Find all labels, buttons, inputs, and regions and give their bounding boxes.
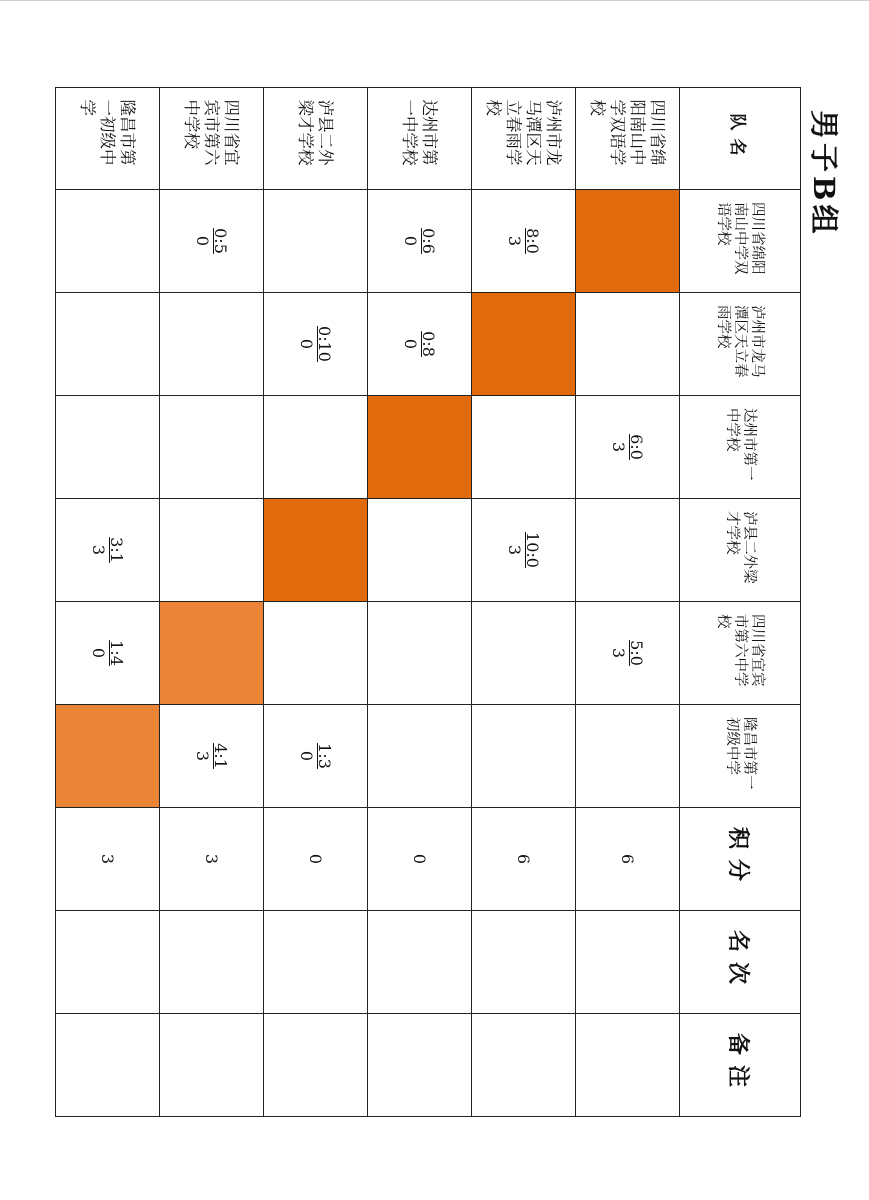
match-result-cell — [368, 190, 472, 293]
game-score: 0:10 — [315, 326, 335, 362]
points-cell — [160, 808, 264, 911]
match-result-cell — [160, 499, 264, 602]
total-points: 6 — [514, 853, 533, 865]
match-result-cell — [576, 396, 680, 499]
team-name: 四川省宜宾市第六中学校 — [182, 99, 242, 166]
header-opponent-1 — [680, 190, 801, 293]
match-result-cell — [264, 396, 368, 499]
match-result-cell — [368, 293, 472, 396]
match-points: 0 — [401, 235, 421, 247]
header-team-label: 队名 — [727, 113, 748, 164]
team-row — [56, 88, 160, 1117]
game-score: 0:6 — [419, 228, 439, 254]
total-points: 6 — [618, 853, 637, 865]
total-points: 0 — [306, 853, 325, 865]
match-result-cell — [264, 705, 368, 808]
opponent-name: 达州市第一中学校 — [724, 408, 757, 481]
points-cell — [368, 808, 472, 911]
header-opponent-6 — [680, 705, 801, 808]
team-name: 泸县二外梁才学校 — [296, 99, 336, 166]
self-match-cell — [576, 190, 680, 293]
match-score — [298, 326, 334, 362]
match-score — [298, 743, 334, 769]
match-score — [194, 228, 230, 254]
opponent-name: 泸州市龙马潭区天立春雨学校 — [715, 305, 766, 378]
match-result-cell — [56, 396, 160, 499]
points-cell — [576, 808, 680, 911]
game-score: 5:0 — [627, 640, 647, 666]
match-result-cell — [472, 396, 576, 499]
rank-cell — [368, 911, 472, 1014]
match-result-cell — [160, 396, 264, 499]
match-score — [90, 640, 126, 666]
header-row — [680, 88, 801, 1117]
opponent-name: 四川省宜宾市第六中学校 — [715, 614, 766, 687]
header-opponent-2 — [680, 293, 801, 396]
match-result-cell — [56, 602, 160, 705]
game-score: 8:0 — [523, 228, 543, 254]
self-match-cell — [368, 396, 472, 499]
game-score: 1:3 — [315, 743, 335, 769]
match-points: 0 — [193, 235, 213, 247]
header-rank-label: 名次 — [725, 929, 752, 994]
match-points: 3 — [193, 750, 213, 762]
team-name-cell — [160, 88, 264, 190]
match-score — [402, 331, 438, 357]
header-opponent-4 — [680, 499, 801, 602]
self-match-cell — [472, 293, 576, 396]
match-result-cell — [576, 602, 680, 705]
match-result-cell — [264, 602, 368, 705]
rank-cell — [576, 911, 680, 1014]
team-name: 隆昌市第一初级中学 — [78, 99, 138, 166]
group-title: 男子B组 — [807, 110, 841, 238]
game-score: 0:5 — [211, 228, 231, 254]
match-score — [610, 434, 646, 460]
game-score: 1:4 — [107, 640, 127, 666]
team-name-cell — [264, 88, 368, 190]
header-remarks-cell — [680, 1014, 801, 1117]
team-name: 泸州市龙马潭区天立春雨学校 — [484, 99, 564, 166]
remarks-cell — [576, 1014, 680, 1117]
match-score — [402, 228, 438, 254]
total-points: 0 — [410, 853, 429, 865]
team-name-cell — [56, 88, 160, 190]
self-match-cell — [56, 705, 160, 808]
match-score — [506, 228, 542, 254]
header-opponent-3 — [680, 396, 801, 499]
match-points: 3 — [89, 544, 109, 556]
game-score: 4:1 — [211, 743, 231, 769]
standings-table — [55, 87, 801, 1117]
opponent-name: 隆昌市第一初级中学 — [724, 717, 757, 790]
game-score: 10:0 — [523, 532, 543, 568]
match-points: 3 — [609, 647, 629, 659]
match-result-cell — [576, 499, 680, 602]
header-rank-cell — [680, 911, 801, 1014]
match-result-cell — [160, 190, 264, 293]
total-points: 3 — [202, 853, 221, 865]
opponent-name: 四川省绵阳南山中学双语学校 — [715, 202, 766, 275]
team-name: 四川省绵阳南山中学双语学校 — [588, 99, 668, 166]
header-points-label: 积分 — [725, 826, 752, 891]
points-cell — [264, 808, 368, 911]
match-points: 0 — [401, 338, 421, 350]
match-result-cell — [56, 293, 160, 396]
match-points: 0 — [297, 750, 317, 762]
match-result-cell — [472, 499, 576, 602]
match-result-cell — [56, 499, 160, 602]
total-points: 3 — [98, 853, 117, 865]
points-cell — [472, 808, 576, 911]
match-points: 3 — [505, 544, 525, 556]
team-row — [368, 88, 472, 1117]
match-score — [90, 537, 126, 563]
header-remarks-label: 备注 — [725, 1032, 752, 1097]
match-points: 0 — [89, 647, 109, 659]
game-score: 3:1 — [107, 537, 127, 563]
self-match-cell — [160, 602, 264, 705]
header-team-cell — [680, 88, 801, 190]
match-result-cell — [576, 293, 680, 396]
header-points-cell — [680, 808, 801, 911]
header-opponent-5 — [680, 602, 801, 705]
match-points: 3 — [609, 441, 629, 453]
match-points: 0 — [297, 338, 317, 350]
team-name-cell — [368, 88, 472, 190]
rank-cell — [160, 911, 264, 1014]
team-name-cell — [472, 88, 576, 190]
team-name: 达州市第一中学校 — [400, 99, 440, 166]
match-result-cell — [368, 602, 472, 705]
opponent-name: 泸县二外梁才学校 — [724, 511, 757, 584]
self-match-cell — [264, 499, 368, 602]
match-result-cell — [472, 190, 576, 293]
game-score: 0:8 — [419, 331, 439, 357]
match-score — [610, 640, 646, 666]
game-score: 6:0 — [627, 434, 647, 460]
remarks-cell — [264, 1014, 368, 1117]
rank-cell — [264, 911, 368, 1014]
match-result-cell — [160, 293, 264, 396]
points-cell — [56, 808, 160, 911]
rank-cell — [56, 911, 160, 1014]
match-result-cell — [160, 705, 264, 808]
team-name-cell — [576, 88, 680, 190]
match-result-cell — [368, 705, 472, 808]
match-result-cell — [576, 705, 680, 808]
team-row — [576, 88, 680, 1117]
match-result-cell — [264, 293, 368, 396]
match-result-cell — [472, 705, 576, 808]
remarks-cell — [472, 1014, 576, 1117]
team-row — [472, 88, 576, 1117]
remarks-cell — [56, 1014, 160, 1117]
match-result-cell — [368, 499, 472, 602]
match-result-cell — [264, 190, 368, 293]
remarks-cell — [368, 1014, 472, 1117]
team-row — [264, 88, 368, 1117]
rank-cell — [472, 911, 576, 1014]
team-row — [160, 88, 264, 1117]
match-score — [194, 743, 230, 769]
match-points: 3 — [505, 235, 525, 247]
match-result-cell — [56, 190, 160, 293]
match-score — [506, 532, 542, 568]
match-result-cell — [472, 602, 576, 705]
remarks-cell — [160, 1014, 264, 1117]
